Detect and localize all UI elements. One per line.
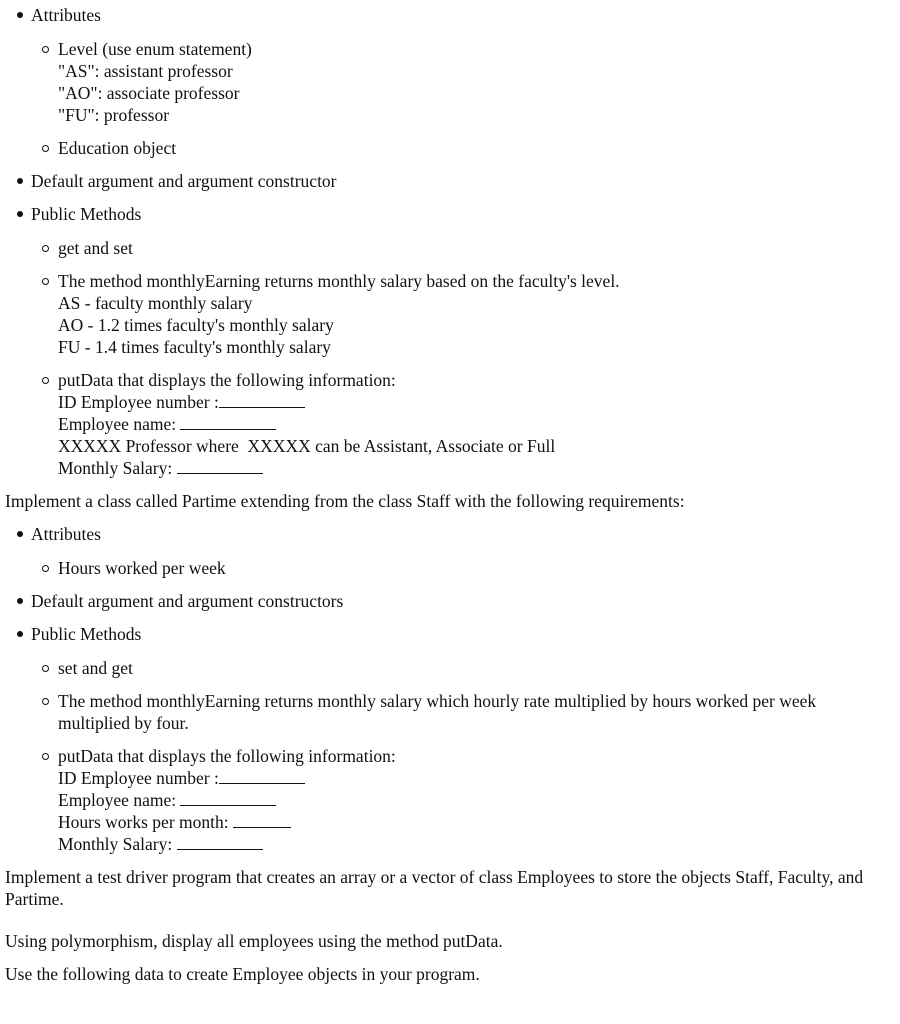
methods-sublist	[31, 237, 900, 479]
attributes-sublist	[31, 557, 900, 579]
list-item	[31, 657, 900, 679]
putdata-salary-line	[58, 457, 900, 479]
attributes-label: Attributes	[31, 5, 101, 25]
putdata-name-label: Employee name:	[58, 790, 181, 810]
level-as: "AS": assistant professor	[58, 61, 233, 81]
putdata-id-label: ID Employee number :	[58, 392, 219, 412]
blank-line	[180, 414, 276, 430]
putdata-intro: putData that displays the following information:	[58, 746, 396, 766]
list-item	[31, 38, 900, 126]
putdata-id-label: ID Employee number :	[58, 768, 219, 788]
monthly-earning-ao: AO - 1.2 times faculty's monthly salary	[58, 315, 334, 335]
putdata-intro: putData that displays the following information:	[58, 370, 396, 390]
blank-line	[177, 458, 263, 474]
monthly-earning-fu: FU - 1.4 times faculty's monthly salary	[58, 337, 331, 357]
driver-paragraph: Implement a test driver program that creates an array or a vector of class Employees to store the objects Staff, Faculty, and Partime.	[5, 867, 864, 909]
putdata-name-label: Employee name:	[58, 414, 181, 434]
constructor-label: Default argument and argument constructor	[31, 171, 337, 191]
blank-line	[219, 768, 305, 784]
monthly-earning-as: AS - faculty monthly salary	[58, 293, 253, 313]
blank-line	[233, 812, 291, 828]
level-heading: Level (use enum statement)	[58, 39, 252, 59]
blank-line	[177, 834, 263, 850]
putdata-salary-label: Monthly Salary:	[58, 458, 177, 478]
list-item	[31, 557, 900, 579]
constructor-label: Default argument and argument constructors	[31, 591, 344, 611]
attributes-label: Attributes	[31, 524, 101, 544]
list-item	[0, 4, 900, 159]
putdata-name-line	[58, 789, 900, 811]
list-item	[0, 623, 900, 855]
blank-line	[180, 790, 276, 806]
list-item	[31, 690, 900, 734]
list-item	[31, 369, 900, 479]
list-item	[0, 590, 900, 612]
set-get-label: set and get	[58, 658, 133, 678]
list-item	[31, 745, 900, 855]
data-paragraph: Use the following data to create Employee objects in your program.	[5, 964, 480, 984]
list-item	[0, 170, 900, 192]
putdata-professor-line: XXXXX Professor where XXXXX can be Assistant, Associate or Full	[58, 436, 556, 456]
putdata-hours-line	[58, 811, 900, 833]
faculty-requirements-list	[0, 4, 900, 479]
list-item	[31, 237, 900, 259]
level-ao: "AO": associate professor	[58, 83, 240, 103]
putdata-id-line	[58, 391, 900, 413]
list-item	[31, 270, 900, 358]
list-item	[31, 137, 900, 159]
putdata-id-line	[58, 767, 900, 789]
level-fu: "FU": professor	[58, 105, 170, 125]
partime-requirements-list	[0, 523, 900, 855]
partime-intro: Implement a class called Partime extending from the class Staff with the following requirements:	[5, 491, 685, 511]
putdata-salary-line	[58, 833, 900, 855]
hours-label: Hours worked per week	[58, 558, 226, 578]
list-item	[0, 203, 900, 479]
public-methods-label: Public Methods	[31, 624, 142, 644]
polymorphism-paragraph: Using polymorphism, display all employees using the method putData.	[5, 931, 503, 951]
putdata-salary-label: Monthly Salary:	[58, 834, 177, 854]
monthly-earning-text: The method monthlyEarning returns monthly salary which hourly rate multiplied by hours worked per week multiplied by four.	[58, 691, 817, 733]
blank-line	[219, 392, 305, 408]
methods-sublist	[31, 657, 900, 855]
monthly-earning-heading: The method monthlyEarning returns monthly salary based on the faculty's level.	[58, 271, 620, 291]
get-set-label: get and set	[58, 238, 133, 258]
list-item	[0, 523, 900, 579]
putdata-name-line	[58, 413, 900, 435]
putdata-hours-label: Hours works per month:	[58, 812, 233, 832]
public-methods-label: Public Methods	[31, 204, 142, 224]
education-label: Education object	[58, 138, 177, 158]
attributes-sublist	[31, 38, 900, 159]
